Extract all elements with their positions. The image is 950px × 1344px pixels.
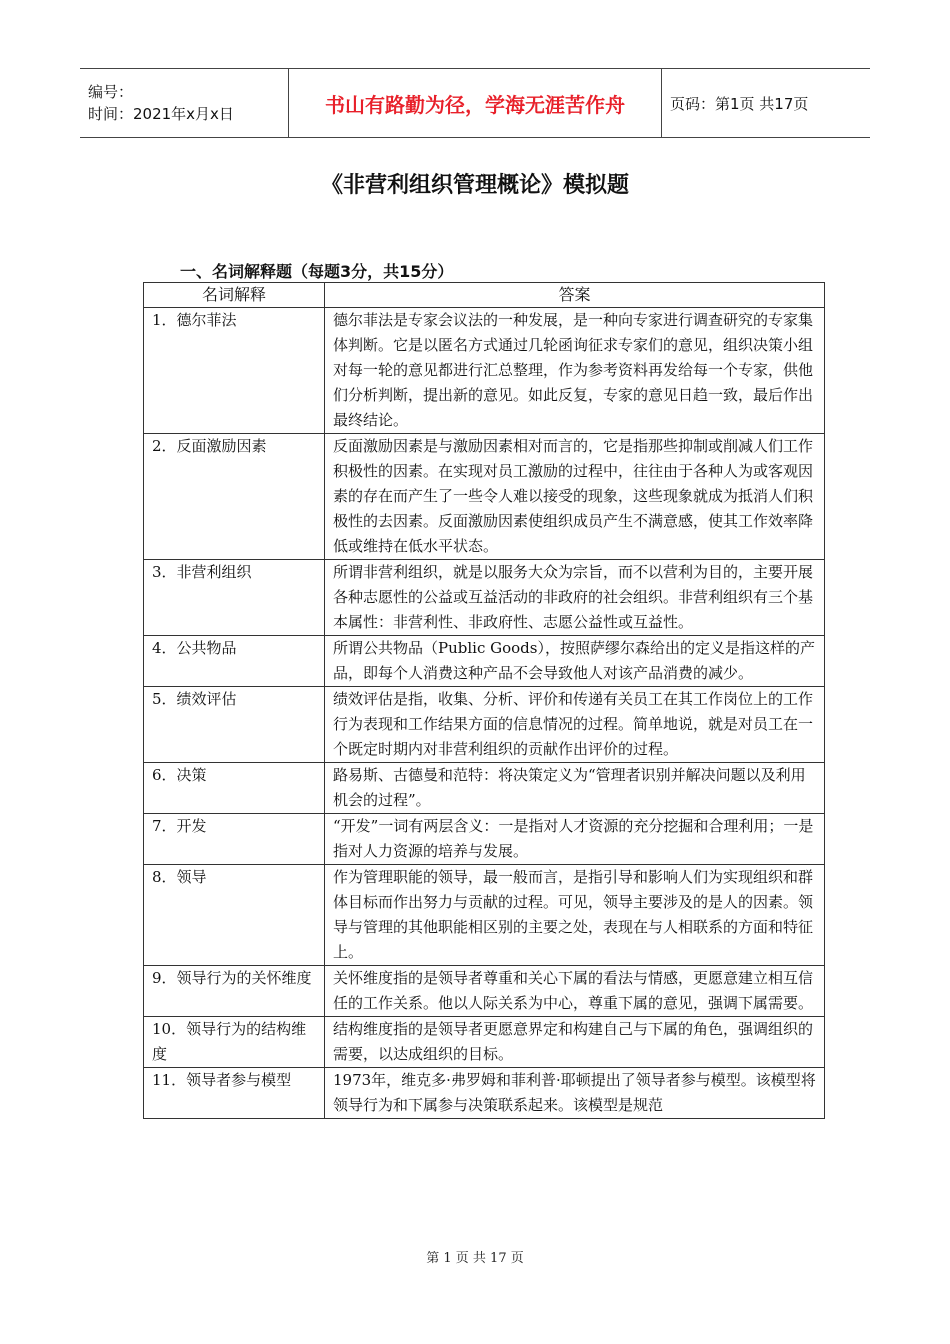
table-row <box>144 1017 825 1068</box>
answer-cell: 绩效评估是指，收集、分析、评价和传递有关员工在其工作岗位上的工作行为表现和工作结果方面的信息情况的过程。简单地说，就是对员工在一个既定时期内对非营利组织的贡献作出评价的过程。 <box>325 687 825 763</box>
number-label: 编号： <box>88 83 134 101</box>
answer-cell: 结构维度指的是领导者更愿意界定和构建自己与下属的角色，强调组织的需要，以达成组织的目标。 <box>325 1017 825 1068</box>
answer-cell: 德尔菲法是专家会议法的一种发展，是一种向专家进行调查研究的专家集体判断。它是以匿名方式通过几轮函询征求专家们的意见，组织决策小组对每一轮的意见都进行汇总整理，作为参考资料再发给每一个专家，供他们分析判断，提出新的意见。如此反复，专家的意见日趋一致，最后作出最终结论。 <box>325 308 825 434</box>
term-cell: 6．决策 <box>144 763 325 814</box>
term-cell: 11．领导者参与模型 <box>144 1068 325 1119</box>
table-row <box>144 865 825 966</box>
section-title: 一、名词解释题（每题3分，共15分） <box>180 262 454 281</box>
page-header <box>80 68 870 138</box>
term-cell: 7．开发 <box>144 814 325 865</box>
table-row <box>144 434 825 560</box>
answer-cell: 路易斯、古德曼和范特：将决策定义为“管理者识别并解决问题以及利用机会的过程”。 <box>325 763 825 814</box>
table-row <box>144 687 825 763</box>
column-header-term: 名词解释 <box>144 283 325 308</box>
page-title: 《非营利组织管理概论》模拟题 <box>320 173 629 198</box>
glossary-table <box>143 282 825 1119</box>
term-cell: 8．领导 <box>144 865 325 966</box>
header-page-info <box>662 69 870 137</box>
term-cell: 1．德尔菲法 <box>144 308 325 434</box>
header-motto <box>288 69 662 137</box>
table-row <box>144 763 825 814</box>
answer-cell: 关怀维度指的是领导者尊重和关心下属的看法与情感，更愿意建立相互信任的工作关系。他以人际关系为中心，尊重下属的意见，强调下属需要。 <box>325 966 825 1017</box>
time-label: 时间：2021年x月x日 <box>88 105 234 123</box>
term-cell: 10．领导行为的结构维度 <box>144 1017 325 1068</box>
table-row <box>144 1068 825 1119</box>
table-row <box>144 814 825 865</box>
answer-cell: 所谓公共物品（Public Goods），按照萨缪尔森给出的定义是指这样的产品，即每个人消费这种产品不会导致他人对该产品消费的减少。 <box>325 636 825 687</box>
page-info-text: 页码：第1页 共17页 <box>670 94 809 113</box>
term-cell: 5．绩效评估 <box>144 687 325 763</box>
answer-cell: 1973年，维克多·弗罗姆和菲利普·耶顿提出了领导者参与模型。该模型将领导行为和下属参与决策联系起来。该模型是规范 <box>325 1068 825 1119</box>
term-cell: 3．非营利组织 <box>144 560 325 636</box>
motto-text: 书山有路勤为径，学海无涯苦作舟 <box>325 92 625 117</box>
page-footer: 第 1 页 共 17 页 <box>426 1251 524 1266</box>
term-cell: 9．领导行为的关怀维度 <box>144 966 325 1017</box>
answer-cell: “开发”一词有两层含义：一是指对人才资源的充分挖掘和合理利用；一是指对人力资源的培养与发展。 <box>325 814 825 865</box>
table-header-row <box>144 283 825 308</box>
table-row <box>144 966 825 1017</box>
table-row <box>144 560 825 636</box>
answer-cell: 反面激励因素是与激励因素相对而言的，它是指那些抑制或削减人们工作积极性的因素。在实现对员工激励的过程中，往往由于各种人为或客观因素的存在而产生了一些令人难以接受的现象，这些现象就成为抵消人们积极性的去因素。反面激励因素使组织成员产生不满意感，使其工作效率降低或维持在低水平状态。 <box>325 434 825 560</box>
term-cell: 4．公共物品 <box>144 636 325 687</box>
column-header-answer: 答案 <box>325 283 825 308</box>
term-cell: 2．反面激励因素 <box>144 434 325 560</box>
answer-cell: 所谓非营利组织，就是以服务大众为宗旨，而不以营利为目的，主要开展各种志愿性的公益或互益活动的非政府的社会组织。非营利组织有三个基本属性：非营利性、非政府性、志愿公益性或互益性。 <box>325 560 825 636</box>
answer-cell: 作为管理职能的领导，最一般而言，是指引导和影响人们为实现组织和群体目标而作出努力与贡献的过程。可见，领导主要涉及的是人的因素。领导与管理的其他职能相区别的主要之处，表现在与人相联系的方面和特征上。 <box>325 865 825 966</box>
header-meta <box>80 69 288 137</box>
table-row <box>144 308 825 434</box>
table-row <box>144 636 825 687</box>
